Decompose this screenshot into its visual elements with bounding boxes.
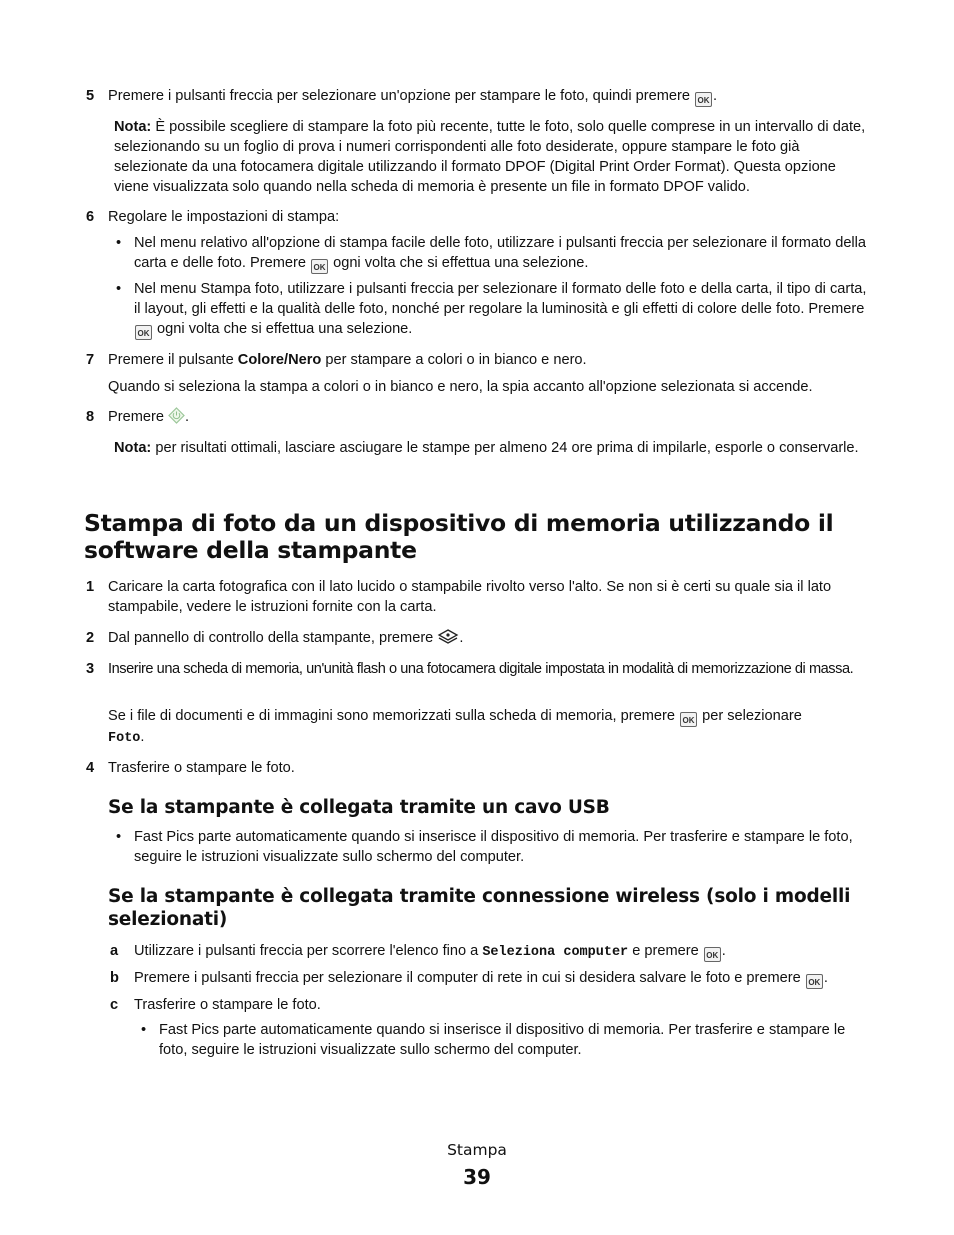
photo-button-icon — [437, 628, 459, 646]
section-step-1 — [86, 577, 872, 617]
color-black-button-label: Colore/Nero — [237, 352, 322, 368]
step-text: Premere . — [108, 409, 190, 425]
ok-button-icon: OK — [135, 325, 152, 340]
section-step-3-extra: Se i file di documenti e di immagini sono memorizzati sulla scheda di memoria, premere OK per selezionare Foto. — [108, 708, 802, 746]
step-text: Premere i pulsanti freccia per selezionare un'opzione per stampare le foto, quindi premere OK . — [108, 88, 718, 105]
step-7 — [86, 350, 872, 370]
step-number: 4 — [86, 760, 95, 776]
step-number: 8 — [86, 409, 95, 425]
step-7-extra: Quando si seleziona la stampa a colori o in bianco e nero, la spia accanto all'opzione selezionata si accende. — [108, 379, 813, 395]
step-6-bullet-1: • Nel menu relativo all'opzione di stampa facile delle foto, utilizzare i pulsanti freccia per selezionare il formato della carta e delle foto. Premere OK ogni volta che si effettua una selezione. — [116, 235, 867, 272]
ok-button-icon: OK — [311, 259, 328, 274]
note-step-5 — [86, 117, 872, 197]
step-text: Dal pannello di controllo della stampante, premere . — [108, 630, 464, 646]
section-step-4 — [86, 758, 872, 778]
note-step-8 — [86, 438, 872, 458]
ok-button-icon: OK — [704, 947, 721, 962]
ok-button-icon: OK — [695, 92, 712, 107]
step-text: Caricare la carta fotografica con il lato lucido o stampabile rivolto verso l'alto. Se non si è certi su quale sia il lato stampabile, vedere le istruzioni fornite con la carta. — [108, 579, 832, 615]
wireless-bullet: • Fast Pics parte automaticamente quando si inserisce il dispositivo di memoria. Per trasferire e stampare le foto, seguire le istruzioni visualizzate sullo schermo del computer. — [141, 1022, 846, 1058]
note-label: Nota: — [114, 119, 152, 135]
step-number: 2 — [86, 630, 95, 646]
step-number: 6 — [86, 209, 95, 225]
page-number: 39 — [463, 1165, 491, 1189]
footer-section-name: Stampa — [447, 1141, 507, 1159]
subsection-title-wireless: Se la stampante è collegata tramite connessione wireless (solo i modelli selezionati) — [108, 886, 851, 930]
section-title: Stampa di foto da un dispositivo di memoria utilizzando il software della stampante — [84, 509, 834, 564]
note-text: È possibile scegliere di stampare la foto più recente, tutte le foto, solo quelle comprese in un intervallo di date, selezionando su un foglio di prova i numeri corrispondenti alle foto desiderate, oppure stampare le foto già selezionate da una fotocamera digitale utilizzando il formato DPOF (Digital Print Order Format). Questa opzione viene visualizzata solo quando nella scheda di memoria è presente un file in formato DPOF valido. — [114, 119, 866, 195]
item-letter: b — [110, 970, 119, 986]
step-text: Trasferire o stampare le foto. — [108, 760, 295, 776]
wireless-item-c: c Trasferire o stampare le foto. — [110, 997, 321, 1013]
wireless-item-b: b Premere i pulsanti freccia per selezionare il computer di rete in cui si desidera salvare le foto e premere OK . — [110, 970, 828, 987]
step-number: 1 — [86, 579, 95, 595]
section-step-2 — [86, 628, 872, 648]
start-button-icon — [168, 407, 185, 424]
section-step-3 — [86, 659, 872, 679]
item-letter: c — [110, 997, 119, 1013]
wireless-item-a: a Utilizzare i pulsanti freccia per scorrere l'elenco fino a Seleziona computer e premere OK . — [110, 943, 726, 960]
step-text: Premere il pulsante Colore/Nero per stampare a colori o in bianco e nero. — [108, 352, 587, 368]
step-number: 7 — [86, 352, 95, 368]
step-6-bullet-2: • Nel menu Stampa foto, utilizzare i pulsanti freccia per selezionare il formato delle foto e della carta, il tipo di carta, il layout, gli effetti e la qualità delle foto, nonché per regolare la luminosità e gli effetti di colore delle foto. Premere OK ogni volta che si effettua una selezione. — [116, 281, 867, 338]
ok-button-icon: OK — [806, 974, 823, 989]
step-text: Regolare le impostazioni di stampa: — [108, 209, 340, 225]
step-text: Inserire una scheda di memoria, un'unità flash o una fotocamera digitale impostata in modalità di memorizzazione di massa. — [108, 661, 854, 677]
item-letter: a — [110, 943, 119, 959]
menu-option-seleziona-computer: Seleziona computer — [482, 945, 629, 960]
step-5 — [86, 86, 872, 107]
step-number: 3 — [86, 661, 95, 677]
note-label: Nota: — [114, 440, 152, 456]
step-number: 5 — [86, 88, 95, 104]
step-8 — [86, 407, 872, 427]
menu-option-foto: Foto — [108, 731, 141, 746]
usb-bullet: • Fast Pics parte automaticamente quando si inserisce il dispositivo di memoria. Per trasferire e stampare le foto, seguire le istruzioni visualizzate sullo schermo del computer. — [116, 829, 853, 865]
subsection-title-usb: Se la stampante è collegata tramite un cavo USB — [108, 797, 610, 818]
ok-button-icon: OK — [680, 712, 697, 727]
step-6 — [86, 207, 872, 227]
note-text: per risultati ottimali, lasciare asciugare le stampe per almeno 24 ore prima di impilarle, esporle o conservarle. — [151, 440, 859, 456]
